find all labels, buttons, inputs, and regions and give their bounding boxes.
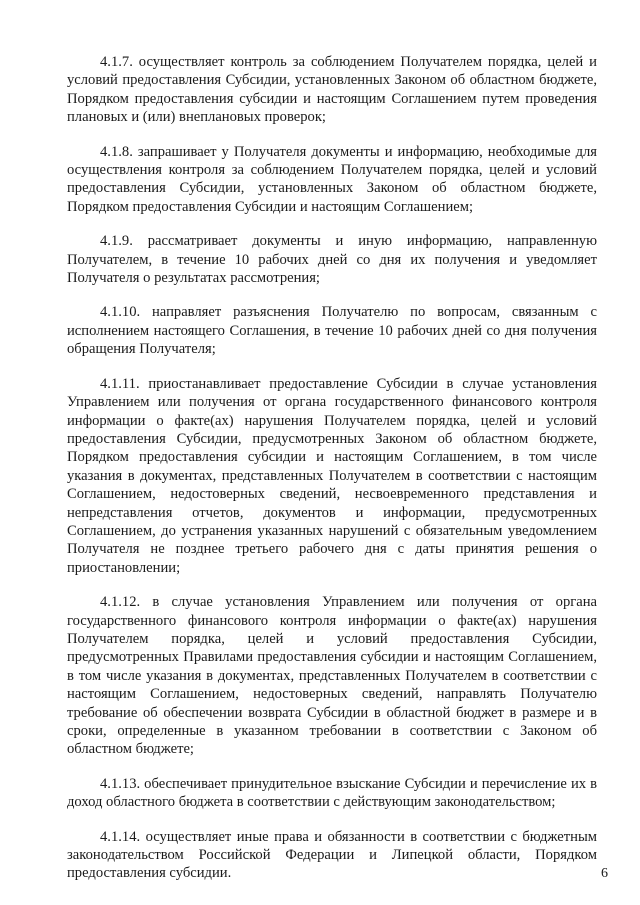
clause-4-1-14: 4.1.14. осуществляет иные права и обязанности в соответствии с бюджетным законодательством Российской Федерации и Липецкой области, Порядком предоставления субсидии. [67,828,597,882]
clause-4-1-7: 4.1.7. осуществляет контроль за соблюдением Получателем порядка, целей и условий предоставления Субсидии, установленных Законом об областном бюджете, Порядком предоставления субсидии и настоящим Соглашением путем проведения плановых и (или) внеплановых проверок; [67,54,597,126]
clause-4-1-10: 4.1.10. направляет разъяснения Получателю по вопросам, связанным с исполнением настоящего Соглашения, в течение 10 рабочих дней со дня получения обращения Получателя; [67,304,597,358]
clause-4-1-8: 4.1.8. запрашивает у Получателя документы и информацию, необходимые для осуществления контроля за соблюдением Получателем порядка, целей и условий предоставления Субсидии, установленных Законом об областном бюджете, Порядком предоставления Субсидии и настоящим Соглашением; [67,143,597,215]
document-body [67,53,597,899]
clause-4-1-13: 4.1.13. обеспечивает принудительное взыскание Субсидии и перечисление их в доход областного бюджета в соответствии с действующим законодательством; [67,775,597,811]
clause-4-1-11: 4.1.11. приостанавливает предоставление Субсидии в случае установления Управлением или получения от органа государственного финансового контроля информации о факте(ах) нарушения Получателем порядка, целей и условий предоставления Субсидии, предусмотренных Законом об областном бюджете, Порядком предоставления субсидии и настоящим Соглашением, в том числе указания в документах, представленных Получателем в соответствии с настоящим Соглашением, недостоверных сведений, несвоевременного представления и непредставления отчетов, документов и информации, предусмотренных Соглашением, до устранения указанных нарушений с обязательным уведомлением Получателя не позднее третьего рабочего дня с даты принятия решения о приостановлении; [67,375,597,576]
page-number: 6 [601,866,608,881]
clause-4-1-12: 4.1.12. в случае установления Управлением или получения от органа государственного финансового контроля информации о факте(ах) нарушения Получателем порядка, целей и условий предоставления Субсидии, предусмотренных Правилами предоставления субсидии и настоящим Соглашением, в том числе указания в документах, представленных Получателем в соответствии с настоящим Соглашением, недостоверных сведений, направлять Получателю требование об обеспечении возврата Субсидии в областной бюджет в размере и в сроки, определенные в указанном требовании в соответствии с Законом об областном бюджете; [67,594,597,758]
clause-4-1-9: 4.1.9. рассматривает документы и иную информацию, направленную Получателем, в течение 10 рабочих дней со дня их получения и уведомляет Получателя о результатах рассмотрения; [67,233,597,287]
